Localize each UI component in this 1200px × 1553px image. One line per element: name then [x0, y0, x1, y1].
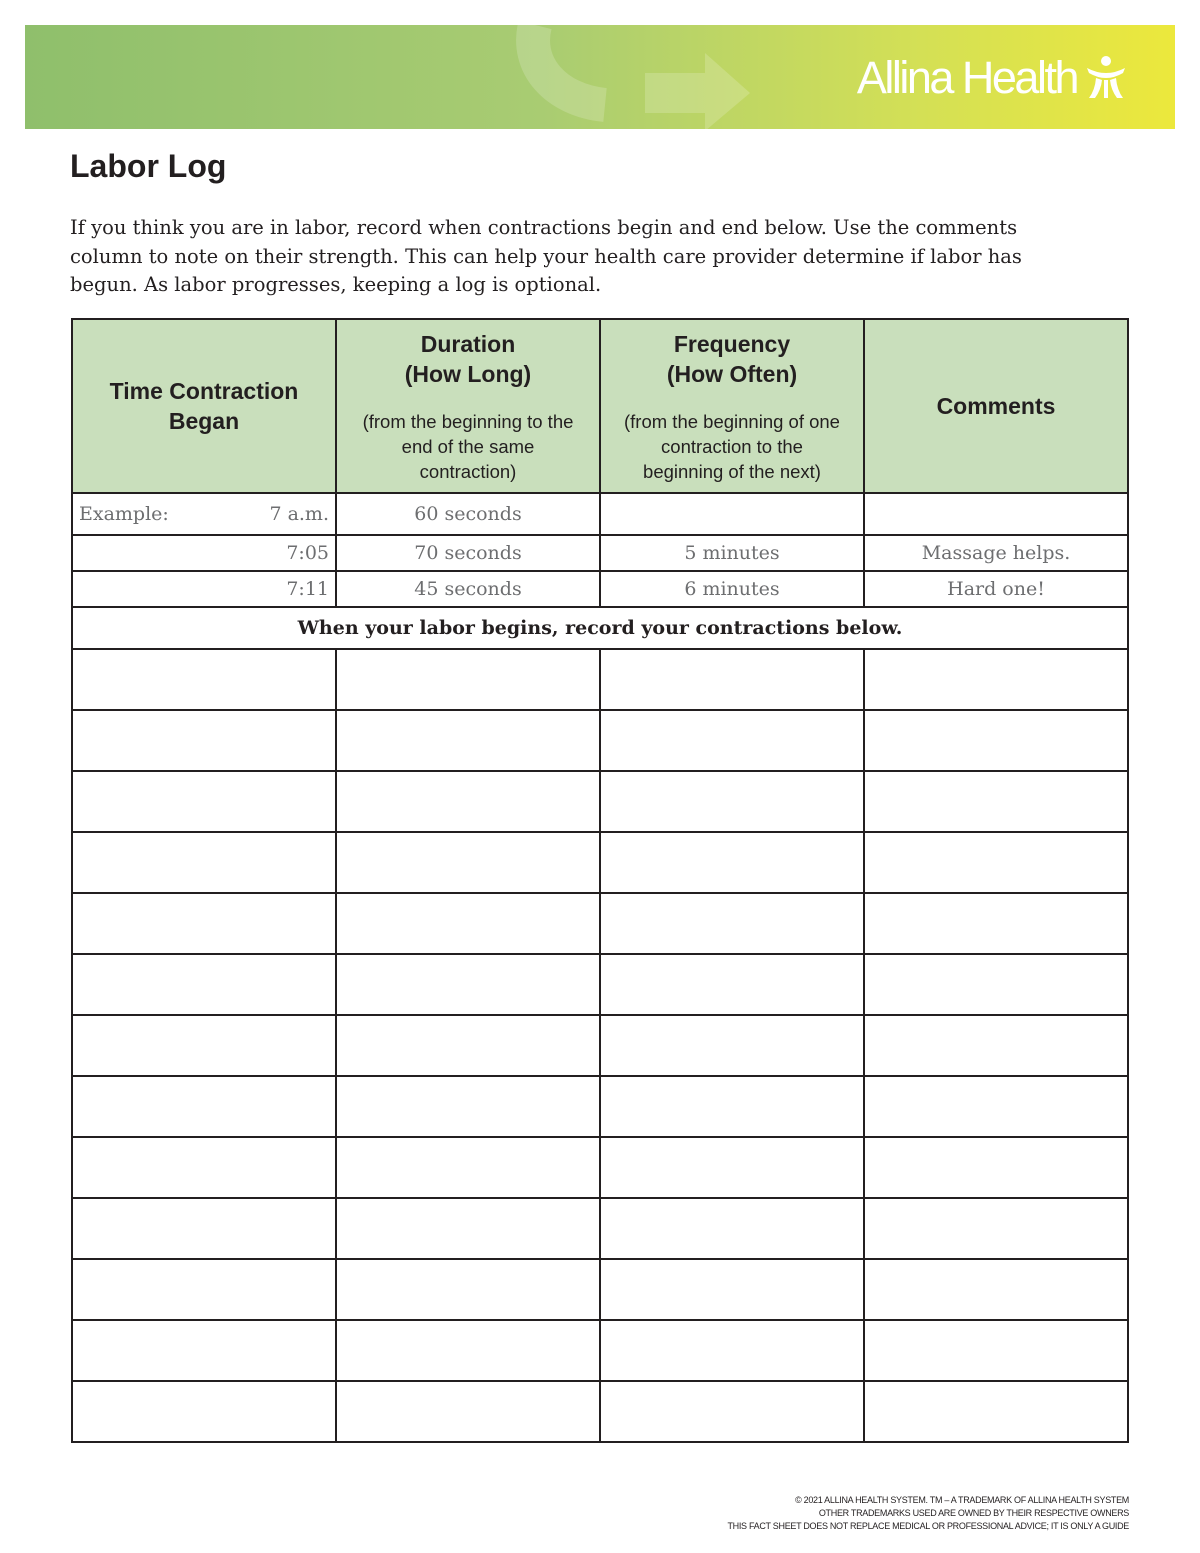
log-entry-comments-cell[interactable] — [864, 832, 1128, 893]
log-entry-duration-cell[interactable] — [336, 1320, 600, 1381]
log-entry-frequency-cell[interactable] — [600, 771, 864, 832]
log-entry-duration-cell[interactable] — [336, 893, 600, 954]
log-entry-time-cell[interactable] — [72, 1076, 336, 1137]
log-entry-row — [72, 1259, 1128, 1320]
footer-line: OTHER TRADEMARKS USED ARE OWNED BY THEIR RESPECTIVE OWNERS — [818, 1508, 1129, 1518]
log-entry-duration-cell[interactable] — [336, 1015, 600, 1076]
log-entry-frequency-cell[interactable] — [600, 1320, 864, 1381]
log-entry-comments-cell[interactable] — [864, 1137, 1128, 1198]
footer-line: THIS FACT SHEET DOES NOT REPLACE MEDICAL OR PROFESSIONAL ADVICE; IT IS ONLY A GUIDE — [727, 1521, 1129, 1531]
log-entry-time-cell[interactable] — [72, 1259, 336, 1320]
log-entry-row — [72, 1320, 1128, 1381]
log-entry-frequency-cell[interactable] — [600, 1381, 864, 1442]
instruction-row — [72, 607, 1128, 649]
example-frequency: 6 minutes — [600, 571, 864, 607]
log-entry-comments-cell[interactable] — [864, 1198, 1128, 1259]
decorative-arrow-graphic — [495, 25, 795, 129]
header-frequency-label: Frequency (How Often) — [666, 330, 798, 387]
log-entry-row — [72, 771, 1128, 832]
log-entry-time-cell[interactable] — [72, 1137, 336, 1198]
log-entry-row — [72, 710, 1128, 771]
header-banner — [25, 25, 1175, 129]
log-entry-row — [72, 1015, 1128, 1076]
log-entry-comments-cell[interactable] — [864, 893, 1128, 954]
example-time: 7:11 — [72, 571, 336, 607]
log-entry-time-cell[interactable] — [72, 893, 336, 954]
page-title: Labor Log — [70, 148, 227, 184]
table-header-row — [72, 319, 1128, 493]
log-entry-frequency-cell[interactable] — [600, 649, 864, 710]
header-duration-label: Duration (How Long) — [404, 330, 532, 387]
header-time — [72, 319, 336, 493]
log-entry-time-cell[interactable] — [72, 771, 336, 832]
header-frequency-note: (from the beginning of one contraction to the beginning of the next) — [624, 410, 840, 482]
log-entry-frequency-cell[interactable] — [600, 1259, 864, 1320]
legal-footer — [727, 1494, 1129, 1533]
example-row — [72, 493, 1128, 535]
log-entry-frequency-cell[interactable] — [600, 1076, 864, 1137]
allina-health-logo — [857, 49, 1129, 105]
log-entry-duration-cell[interactable] — [336, 710, 600, 771]
log-entry-duration-cell[interactable] — [336, 649, 600, 710]
log-entry-row — [72, 1198, 1128, 1259]
instruction-text: When your labor begins, record your contractions below. — [72, 607, 1128, 649]
log-entry-duration-cell[interactable] — [336, 1137, 600, 1198]
log-entry-comments-cell[interactable] — [864, 771, 1128, 832]
example-label: Example: — [79, 503, 169, 525]
example-time: 7:05 — [72, 535, 336, 571]
header-frequency — [600, 319, 864, 493]
log-entry-time-cell[interactable] — [72, 1320, 336, 1381]
log-entry-row — [72, 649, 1128, 710]
example-frequency: 5 minutes — [600, 535, 864, 571]
example-comments: Massage helps. — [864, 535, 1128, 571]
log-entry-comments-cell[interactable] — [864, 1015, 1128, 1076]
log-entry-duration-cell[interactable] — [336, 1259, 600, 1320]
log-entry-duration-cell[interactable] — [336, 954, 600, 1015]
intro-paragraph: If you think you are in labor, record when contractions begin and end below. Use the comments column to note on their strength. This can help your health care provider determine if labor has begun. As labor progresses, keeping a log is optional. — [70, 216, 1022, 296]
brand-name: Allina Health — [856, 51, 1077, 103]
log-entry-comments-cell[interactable] — [864, 1381, 1128, 1442]
log-entry-time-cell[interactable] — [72, 954, 336, 1015]
log-entry-time-cell[interactable] — [72, 1015, 336, 1076]
example-row — [72, 571, 1128, 607]
log-entry-duration-cell[interactable] — [336, 1076, 600, 1137]
example-time-cell — [72, 493, 336, 535]
log-entry-comments-cell[interactable] — [864, 710, 1128, 771]
log-entry-duration-cell[interactable] — [336, 1381, 600, 1442]
header-duration — [336, 319, 600, 493]
example-comments: Hard one! — [864, 571, 1128, 607]
log-entry-frequency-cell[interactable] — [600, 1137, 864, 1198]
log-entry-row — [72, 954, 1128, 1015]
example-duration: 45 seconds — [336, 571, 600, 607]
example-frequency — [600, 493, 864, 535]
example-row — [72, 535, 1128, 571]
header-comments — [864, 319, 1128, 493]
log-entry-frequency-cell[interactable] — [600, 954, 864, 1015]
log-entry-row — [72, 893, 1128, 954]
log-entry-comments-cell[interactable] — [864, 1076, 1128, 1137]
log-entry-time-cell[interactable] — [72, 832, 336, 893]
log-entry-time-cell[interactable] — [72, 1381, 336, 1442]
log-entry-comments-cell[interactable] — [864, 1320, 1128, 1381]
log-entry-time-cell[interactable] — [72, 649, 336, 710]
log-entry-duration-cell[interactable] — [336, 771, 600, 832]
log-entry-duration-cell[interactable] — [336, 832, 600, 893]
labor-log-table — [71, 318, 1129, 1443]
log-entry-row — [72, 1381, 1128, 1442]
example-comments — [864, 493, 1128, 535]
example-duration: 70 seconds — [336, 535, 600, 571]
log-entry-row — [72, 832, 1128, 893]
log-entry-frequency-cell[interactable] — [600, 1198, 864, 1259]
log-entry-time-cell[interactable] — [72, 1198, 336, 1259]
example-time: 7 a.m. — [269, 503, 329, 525]
log-entry-row — [72, 1076, 1128, 1137]
log-entry-duration-cell[interactable] — [336, 1198, 600, 1259]
header-comments-label: Comments — [936, 393, 1056, 419]
log-entry-row — [72, 1137, 1128, 1198]
figures-icon — [1083, 54, 1129, 100]
log-entry-time-cell[interactable] — [72, 710, 336, 771]
log-entry-frequency-cell[interactable] — [600, 710, 864, 771]
log-entry-comments-cell[interactable] — [864, 1259, 1128, 1320]
example-duration: 60 seconds — [336, 493, 600, 535]
log-entry-frequency-cell[interactable] — [600, 1015, 864, 1076]
header-duration-note: (from the beginning to the end of the same contraction) — [362, 410, 574, 482]
log-entry-comments-cell[interactable] — [864, 954, 1128, 1015]
log-entry-frequency-cell[interactable] — [600, 832, 864, 893]
log-entry-comments-cell[interactable] — [864, 649, 1128, 710]
header-time-label: Time Contraction Began — [109, 378, 299, 434]
footer-line: © 2021 ALLINA HEALTH SYSTEM. TM – A TRADEMARK OF ALLINA HEALTH SYSTEM — [795, 1495, 1129, 1505]
log-entry-frequency-cell[interactable] — [600, 893, 864, 954]
